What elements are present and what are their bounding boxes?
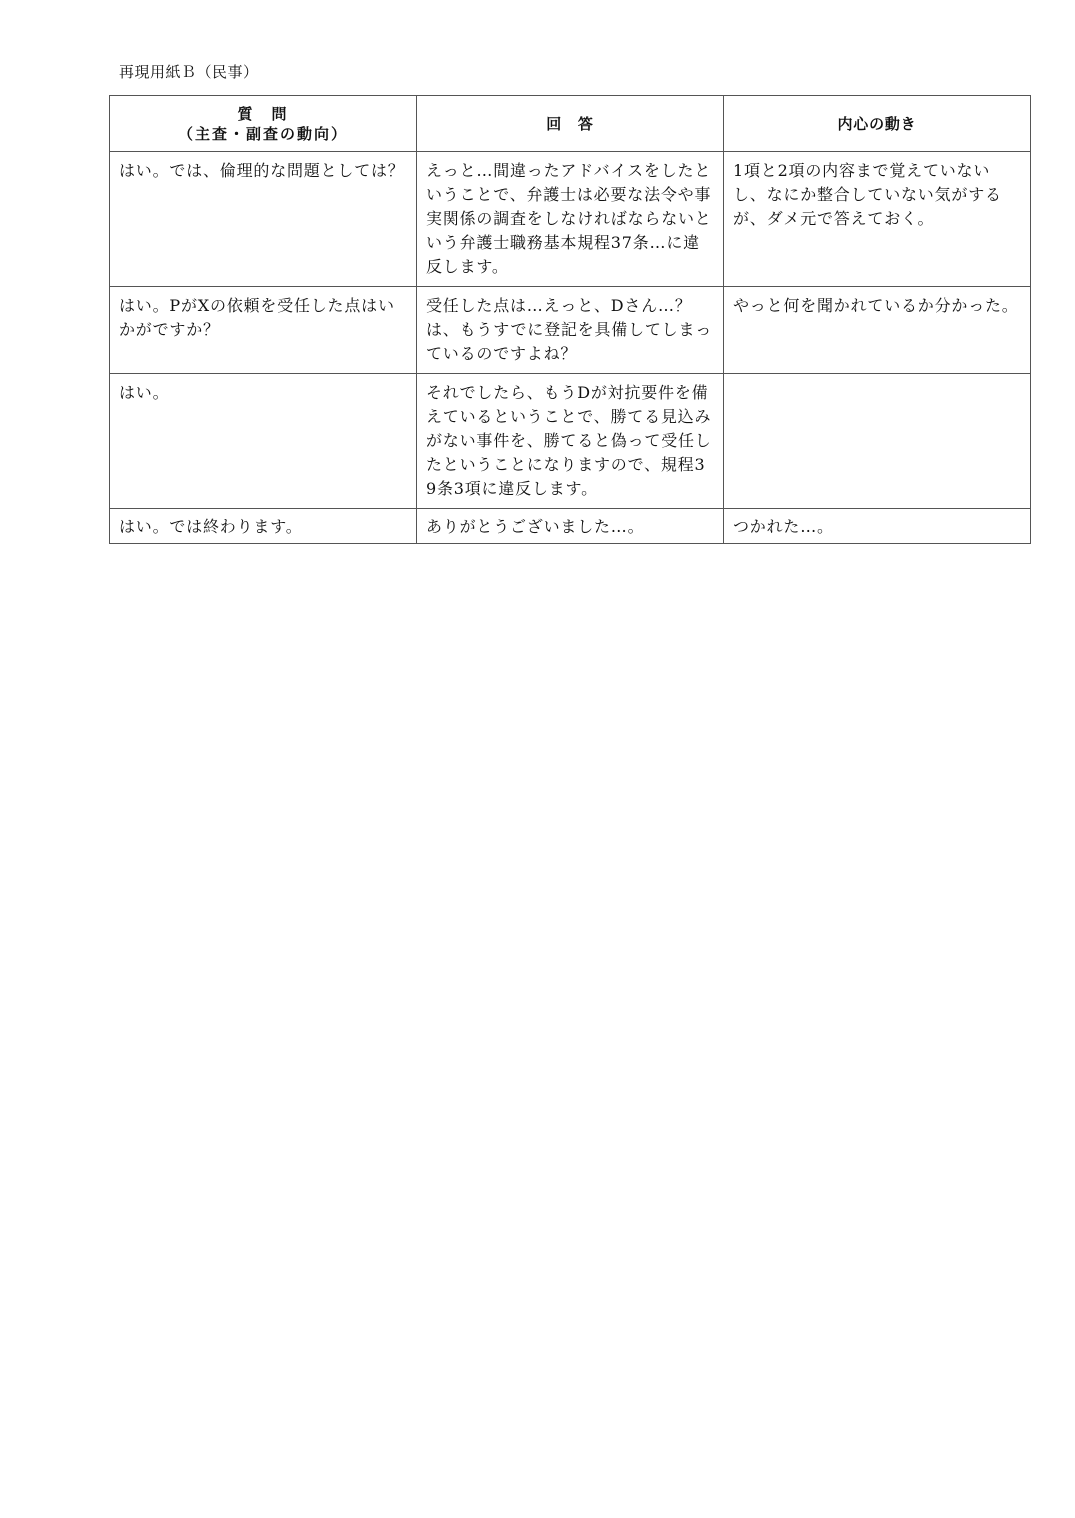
question-header-label: 質 問 [237, 104, 289, 123]
document-title: 再現用紙Ｂ（民事） [119, 63, 259, 81]
table-row [110, 152, 1031, 287]
question-column-header [110, 96, 417, 152]
inner-cell: 1項と2項の内容まで覚えていないし、なにか整合していない気がするが、ダメ元で答えておく。 [724, 152, 1031, 287]
table-header-row [110, 96, 1031, 152]
answer-cell: えっと…間違ったアドバイスをしたということで、弁護士は必要な法令や事実関係の調査をしなければならないという弁護士職務基本規程37条…に違反します。 [417, 152, 724, 287]
question-cell: はい。 [110, 374, 417, 509]
inner-column-header: 内心の動き [724, 96, 1031, 152]
table-row [110, 374, 1031, 509]
question-cell: はい。PがXの依頼を受任した点はいかがですか？ [110, 287, 417, 374]
question-cell: はい。では、倫理的な問題としては？ [110, 152, 417, 287]
question-header-sublabel: （主査・副査の動向） [177, 124, 348, 143]
answer-cell: それでしたら、もうDが対抗要件を備えているということで、勝てる見込みがない事件を、勝てると偽って受任したということになりますので、規程39条3項に違反します。 [417, 374, 724, 509]
inner-cell: やっと何を聞かれているか分かった。 [724, 287, 1031, 374]
table-row [110, 509, 1031, 544]
answer-cell: ありがとうございました…。 [417, 509, 724, 544]
answer-column-header: 回 答 [417, 96, 724, 152]
answer-cell: 受任した点は…えっと、Dさん…？は、もうすでに登記を具備してしまっているのですよね？ [417, 287, 724, 374]
inner-cell [724, 374, 1031, 509]
qa-table [109, 95, 1031, 544]
question-cell: はい。では終わります。 [110, 509, 417, 544]
inner-cell: つかれた…。 [724, 509, 1031, 544]
table-row [110, 287, 1031, 374]
